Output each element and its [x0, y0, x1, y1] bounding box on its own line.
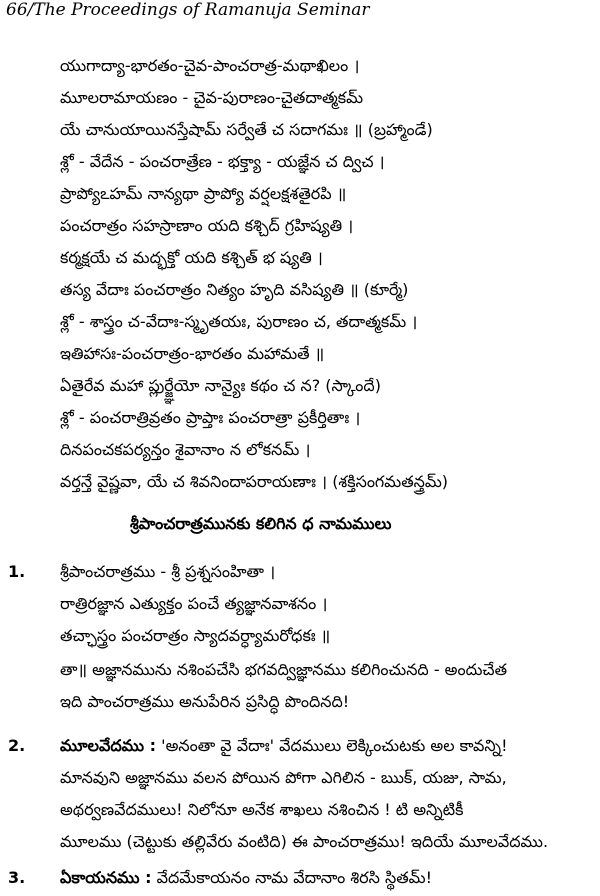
- item2-line: మానవుని అజ్ఞానము వలన పోయిన పోగా ఎగిలిన - ఋక్, యజు, సామ,: [60, 768, 507, 787]
- verse-line: ఇతిహాసః-పంచరాత్రం-భారతం మహామతే ॥: [60, 344, 325, 363]
- item1-line: రాత్రిరజ్ఞాన ఎత్యుక్తం పంచే త్యజ్ఞానవాశనం ।: [60, 594, 328, 613]
- verse-line: తస్య వేదాః పంచరాత్రం నిత్యం హృది వసిష్యతి ॥ (కూర్మే): [60, 280, 409, 299]
- item1-line: తచ్ఛాస్త్రం పంచరాత్రం స్యాదవర్ధ్యామరోధకః ॥: [60, 626, 331, 645]
- verse-line: ఏతైరేవ మహా ప్లుర్జ్ఞేయో నాన్యైః కథం చ న? (స్కాందే): [60, 376, 381, 395]
- verse-line: పంచరాత్రం సహస్రాణాం యది కశ్చిద్ గ్రహిష్యతి ।: [60, 216, 354, 235]
- item1-line: శ్రీపాంచరాత్రము - శ్రీ ప్రశ్నసంహితా ।: [60, 562, 276, 581]
- section-heading: శ్రీపాంచరాత్రమునకు కలిగిన ధ నామములు: [130, 514, 392, 533]
- verse-line: యే చానుయాయినస్తేషామ్ సర్వేతే చ సదాగమః ॥ (బ్రహ్మాండే): [60, 120, 433, 139]
- item2-line: అథర్వణవేదములు! నిలోనూ అనేక శాఖలు నశించిన ! టి అన్నిటికీ: [60, 800, 464, 819]
- page-header: 66/The Proceedings of Ramanuja Seminar: [6, 0, 370, 20]
- item3-title-line: [60, 868, 432, 891]
- item3-title: ఏకాయనము :: [60, 868, 152, 887]
- verse-line: శ్లో - పంచరాత్రివ్రతం ప్రాప్తాః పంచరాత్రా ప్రకీర్తితాః ।: [60, 408, 361, 427]
- item2-title: మూలవేదము :: [60, 736, 157, 755]
- verse-line: శ్లో - వేదేన - పంచరాత్రేణ - భక్త్యా - యజ్ఞేన చ ద్విచ ।: [60, 152, 385, 171]
- item1-meaning: ఇది పాంచరాత్రము అనుపేరిన ప్రసిద్ధి పొందినది!: [60, 692, 350, 711]
- verse-line: మూలరామాయణం - చైవ-పురాణం-చైతదాత్మకమ్: [60, 88, 364, 107]
- item2-line: మూలము (చెట్టుకు తల్లివేరు వంటిది) ఈ పాంచరాత్రము! ఇదియే మూలవేదము.: [60, 832, 549, 851]
- verse-line: ప్రాప్యోఽహమ్ నాన్యథా ప్రాప్యో వర్షలక్షశతైరపి ॥: [60, 184, 347, 203]
- item-number-1: 1.: [8, 562, 26, 581]
- verse-line: కర్మక్షయే చ మద్భక్తో యది కశ్చిత్ భ ష్యతి ।: [60, 248, 323, 267]
- item-number-2: 2.: [8, 736, 26, 755]
- item2-title-line: [60, 736, 508, 759]
- item2-title-rest: 'అనంతా వై వేదాః' వేదములు లెక్కించుటకు అల కావన్ని!: [161, 736, 508, 755]
- verse-line: వర్తన్తే వైష్ణవా, యే చ శివనిందాపరాయణాః । (శక్తిసంగమతన్త్రమ్): [60, 472, 449, 491]
- item3-title-rest: వేదమేకాయనం నామ వేదానాం శిరసి స్థితమ్!: [156, 868, 433, 887]
- verse-line: శ్లో - శాస్త్రం చ-వేదాః-స్మృతయః, పురాణం చ, తదాత్మకమ్ ।: [60, 312, 418, 331]
- item1-meaning: తా॥ అజ్ఞానమును నశింపచేసి భగవద్విజ్ఞానము కలిగించునది - అందుచేత: [60, 660, 508, 679]
- item-number-3: 3.: [8, 868, 26, 887]
- verse-line: యుగాద్యా-భారతం-చైవ-పాంచరాత్ర-మథాఖిలం ।: [60, 56, 360, 75]
- verse-line: దినపంచకపర్యన్తం శైవానాం న లోకనమ్ ।: [60, 440, 311, 459]
